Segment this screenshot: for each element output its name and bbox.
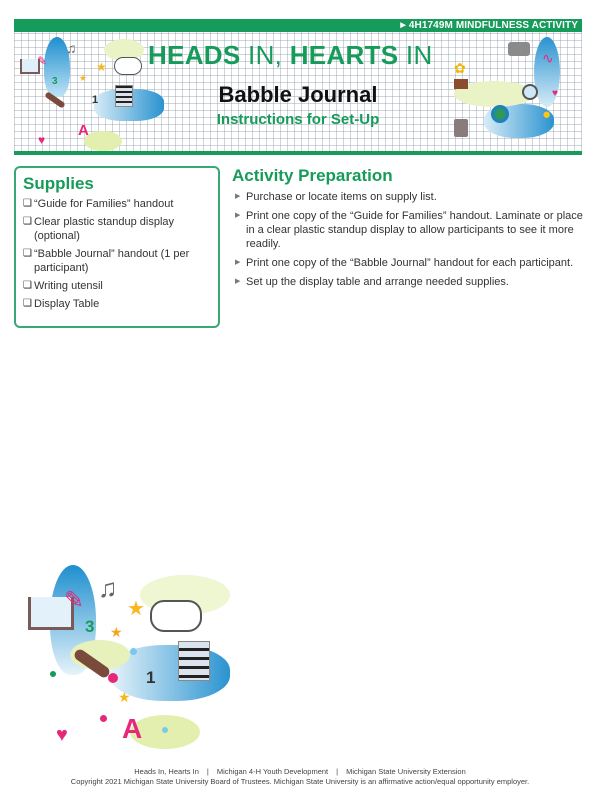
footer-separator: | [336,767,339,776]
supply-item-text: Clear plastic standup display (optional) [34,216,175,242]
dot [100,715,107,722]
program-title [148,41,433,69]
checkbox-icon: ❑ [23,216,32,227]
preparation-step-text: Print one copy of the “Guide for Families” handout. Laminate or place in a clear plastic standup display to allow participants to see it more readily. [246,210,583,250]
title-in-1: IN, [240,40,290,70]
dot [162,727,168,733]
star-icon: ★ [79,73,88,83]
supply-item-text: “Guide for Families” handout [34,198,174,210]
supplies-heading: Supplies [23,174,94,193]
supply-item-text: Display Table [34,298,100,310]
star-icon: ★ [96,60,107,74]
preparation-step-text: Set up the display table and arrange needed supplies. [246,276,509,288]
checkbox-icon: ❑ [23,248,32,259]
header-banner [14,19,582,155]
supply-item [23,297,212,311]
bullet-arrow-icon: ▶ [235,278,241,285]
preparation-step-text: Print one copy of the “Babble Journal” handout for each participant. [246,257,574,269]
microscope-icon [508,42,530,56]
footer-program-name: Heads In, Hearts In [134,767,199,776]
letter-a-icon: A [122,713,143,744]
activity-code-text: 4H1749M MINDFULNESS ACTIVITY [408,20,578,31]
heart-icon: ♥ [56,724,68,746]
title-hearts: HEARTS [289,40,399,70]
bullet-arrow-icon: ▶ [235,212,241,219]
activity-code-tag [400,19,578,32]
star-icon: ★ [127,598,145,620]
dot [50,671,56,677]
preparation-step [232,209,592,251]
supply-item [23,247,212,275]
star-icon: ★ [118,689,131,705]
title-in-2: IN [398,40,433,70]
calculator-icon [454,119,468,137]
music-note-icon: ♫ [66,40,77,56]
supply-item-text: “Babble Journal” handout (1 per participant) [34,248,190,274]
number-1-icon: 1 [92,94,99,106]
supply-item [23,215,212,243]
footer-copyright: Copyright 2021 Michigan State University Board of Trustees. Michigan State University is an affirmative action/equal opportunity employer. [70,777,530,786]
footer-extension: Michigan State University Extension [346,767,466,776]
footer-separator: | [206,767,209,776]
journal-illustration [10,555,240,755]
footer-organization: Michigan 4-H Youth Development [216,767,329,776]
activity-preparation-section [232,166,592,294]
bullet-arrow-icon: ▶ [235,193,241,200]
preparation-step [232,275,592,289]
graph-icon: ∿ [542,50,554,66]
dot [130,648,137,655]
heart-icon: ♥ [552,88,558,99]
preparation-step-text: Purchase or locate items on supply list. [246,191,437,203]
green-swirl [84,131,122,151]
pencil-icon: ✎ [64,587,85,614]
preparation-step [232,256,592,270]
number-3-icon: 3 [85,617,95,636]
supply-item [23,279,212,293]
document-subtitle: Instructions for Set-Up [216,111,380,128]
pencil-icon: ✎ [37,54,48,68]
bullet-arrow-icon: ▶ [235,259,241,266]
cloud-icon [114,57,142,75]
triangle-icon: ▶ [400,22,406,29]
number-3-icon: 3 [52,76,58,87]
supplies-box [14,166,220,328]
letter-a-icon: A [78,122,89,139]
notepad-icon [178,641,210,681]
activity-title: Babble Journal [218,82,378,107]
preparation-heading: Activity Preparation [232,166,393,185]
preparation-step [232,190,592,204]
title-heads: HEADS [148,40,241,70]
checkbox-icon: ❑ [23,198,32,209]
star-icon: ★ [110,624,123,640]
lightbulb-icon: ● [542,106,552,123]
flower-pot-base [454,79,468,89]
page-footer [0,767,600,787]
music-note-icon: ♫ [98,573,118,603]
number-1-icon: 1 [146,668,156,687]
cloud-icon [150,600,202,632]
checkbox-icon: ❑ [23,298,32,309]
supplies-list [23,197,212,311]
globe-icon [491,105,509,123]
heart-icon: ♥ [38,133,46,147]
banner-top-bar [14,19,582,32]
preparation-list [232,190,592,289]
magnifier-icon [522,84,538,100]
footer-credits [0,767,600,777]
paintbrush-tip [108,673,118,683]
checkbox-icon: ❑ [23,280,32,291]
supply-item [23,197,212,211]
supply-item-text: Writing utensil [34,280,103,292]
flower-pot-icon: ✿ [454,60,466,76]
